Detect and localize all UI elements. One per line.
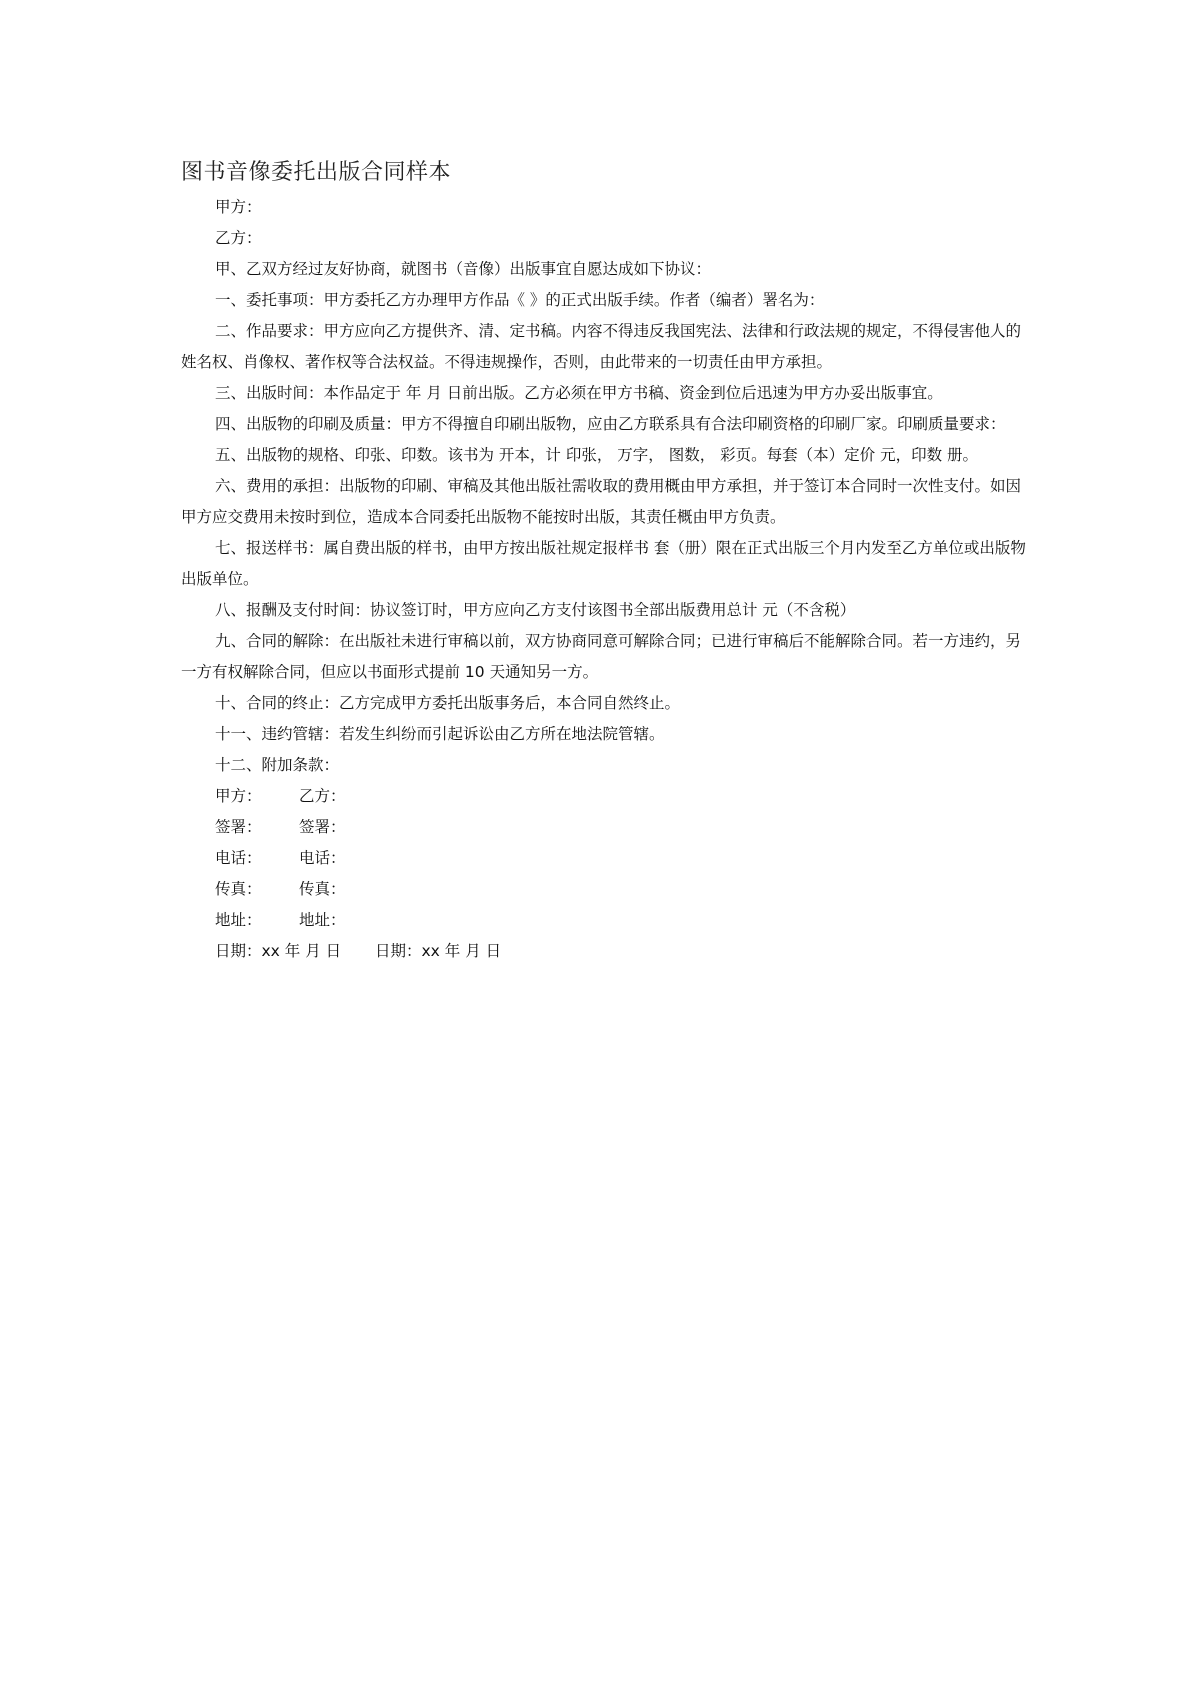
clause-11-jurisdiction: 十一、违约管辖：若发生纠纷而引起诉讼由乙方所在地法院管辖。 bbox=[215, 725, 665, 743]
signature-date-b: 日期：xx 年 月 日 bbox=[375, 942, 502, 960]
signature-phone-b: 电话： bbox=[299, 849, 346, 867]
signature-fax-b: 传真： bbox=[299, 880, 346, 898]
paragraph-party-a: 甲方： bbox=[215, 198, 262, 216]
signature-row-fax bbox=[181, 874, 1031, 905]
signature-row-address bbox=[181, 905, 1031, 936]
signature-date-a: 日期：xx 年 月 日 bbox=[215, 942, 342, 960]
paragraph-party-b: 乙方： bbox=[215, 229, 262, 247]
signature-address-a: 地址： bbox=[215, 911, 262, 929]
signature-row-party bbox=[181, 781, 1031, 812]
clause-6-costs: 六、费用的承担：出版物的印刷、审稿及其他出版社需收取的费用概由甲方承担，并于签订本合同时一次性支付。如因甲方应交费用未按时到位，造成本合同委托出版物不能按时出版，其责任概由甲方负责。 bbox=[181, 477, 1022, 526]
signature-party-b: 乙方： bbox=[299, 787, 346, 805]
document-page bbox=[181, 158, 1031, 967]
paragraph-preamble: 甲、乙双方经过友好协商，就图书（音像）出版事宜自愿达成如下协议： bbox=[215, 260, 712, 278]
signature-sign-b: 签署： bbox=[299, 818, 346, 836]
clause-3-publication-time: 三、出版时间：本作品定于 年 月 日前出版。乙方必须在甲方书稿、资金到位后迅速为甲方办妥出版事宜。 bbox=[215, 384, 943, 402]
clause-4-printing-quality: 四、出版物的印刷及质量：甲方不得擅自印刷出版物，应由乙方联系具有合法印刷资格的印刷厂家。印刷质量要求： bbox=[215, 415, 1006, 433]
signature-phone-a: 电话： bbox=[215, 849, 262, 867]
clause-10-termination: 十、合同的终止：乙方完成甲方委托出版事务后，本合同自然终止。 bbox=[215, 694, 681, 712]
clause-9-termination-rescission: 九、合同的解除：在出版社未进行审稿以前，双方协商同意可解除合同；已进行审稿后不能解除合同。若一方违约，另一方有权解除合同，但应以书面形式提前 10 天通知另一方。 bbox=[181, 632, 1022, 681]
signature-row-phone bbox=[181, 843, 1031, 874]
clause-7-sample-books: 七、报送样书：属自费出版的样书，由甲方按出版社规定报样书 套（册）限在正式出版三个月内发至乙方单位或出版物出版单位。 bbox=[181, 539, 1026, 588]
signature-address-b: 地址： bbox=[299, 911, 346, 929]
signature-row-date bbox=[181, 936, 1031, 967]
document-title: 图书音像委托出版合同样本 bbox=[181, 160, 452, 185]
clause-5-specifications: 五、出版物的规格、印张、印数。该书为 开本，计 印张， 万字， 图数， 彩页。每套（本）定价 元，印数 册。 bbox=[215, 446, 978, 464]
signature-block bbox=[181, 781, 1031, 967]
signature-row-sign bbox=[181, 812, 1031, 843]
signature-sign-a: 签署： bbox=[215, 818, 262, 836]
signature-fax-a: 传真： bbox=[215, 880, 262, 898]
clause-2-work-requirements: 二、作品要求：甲方应向乙方提供齐、清、定书稿。内容不得违反我国宪法、法律和行政法规的规定，不得侵害他人的姓名权、肖像权、著作权等合法权益。不得违规操作，否则，由此带来的一切责任由甲方承担。 bbox=[181, 322, 1022, 371]
signature-party-a: 甲方： bbox=[215, 787, 262, 805]
clause-12-additional-terms: 十二、附加条款： bbox=[215, 756, 340, 774]
clause-8-payment: 八、报酬及支付时间：协议签订时，甲方应向乙方支付该图书全部出版费用总计 元（不含税） bbox=[215, 601, 856, 619]
clause-1-entrustment: 一、委托事项：甲方委托乙方办理甲方作品《 》的正式出版手续。作者（编者）署名为： bbox=[215, 291, 825, 309]
